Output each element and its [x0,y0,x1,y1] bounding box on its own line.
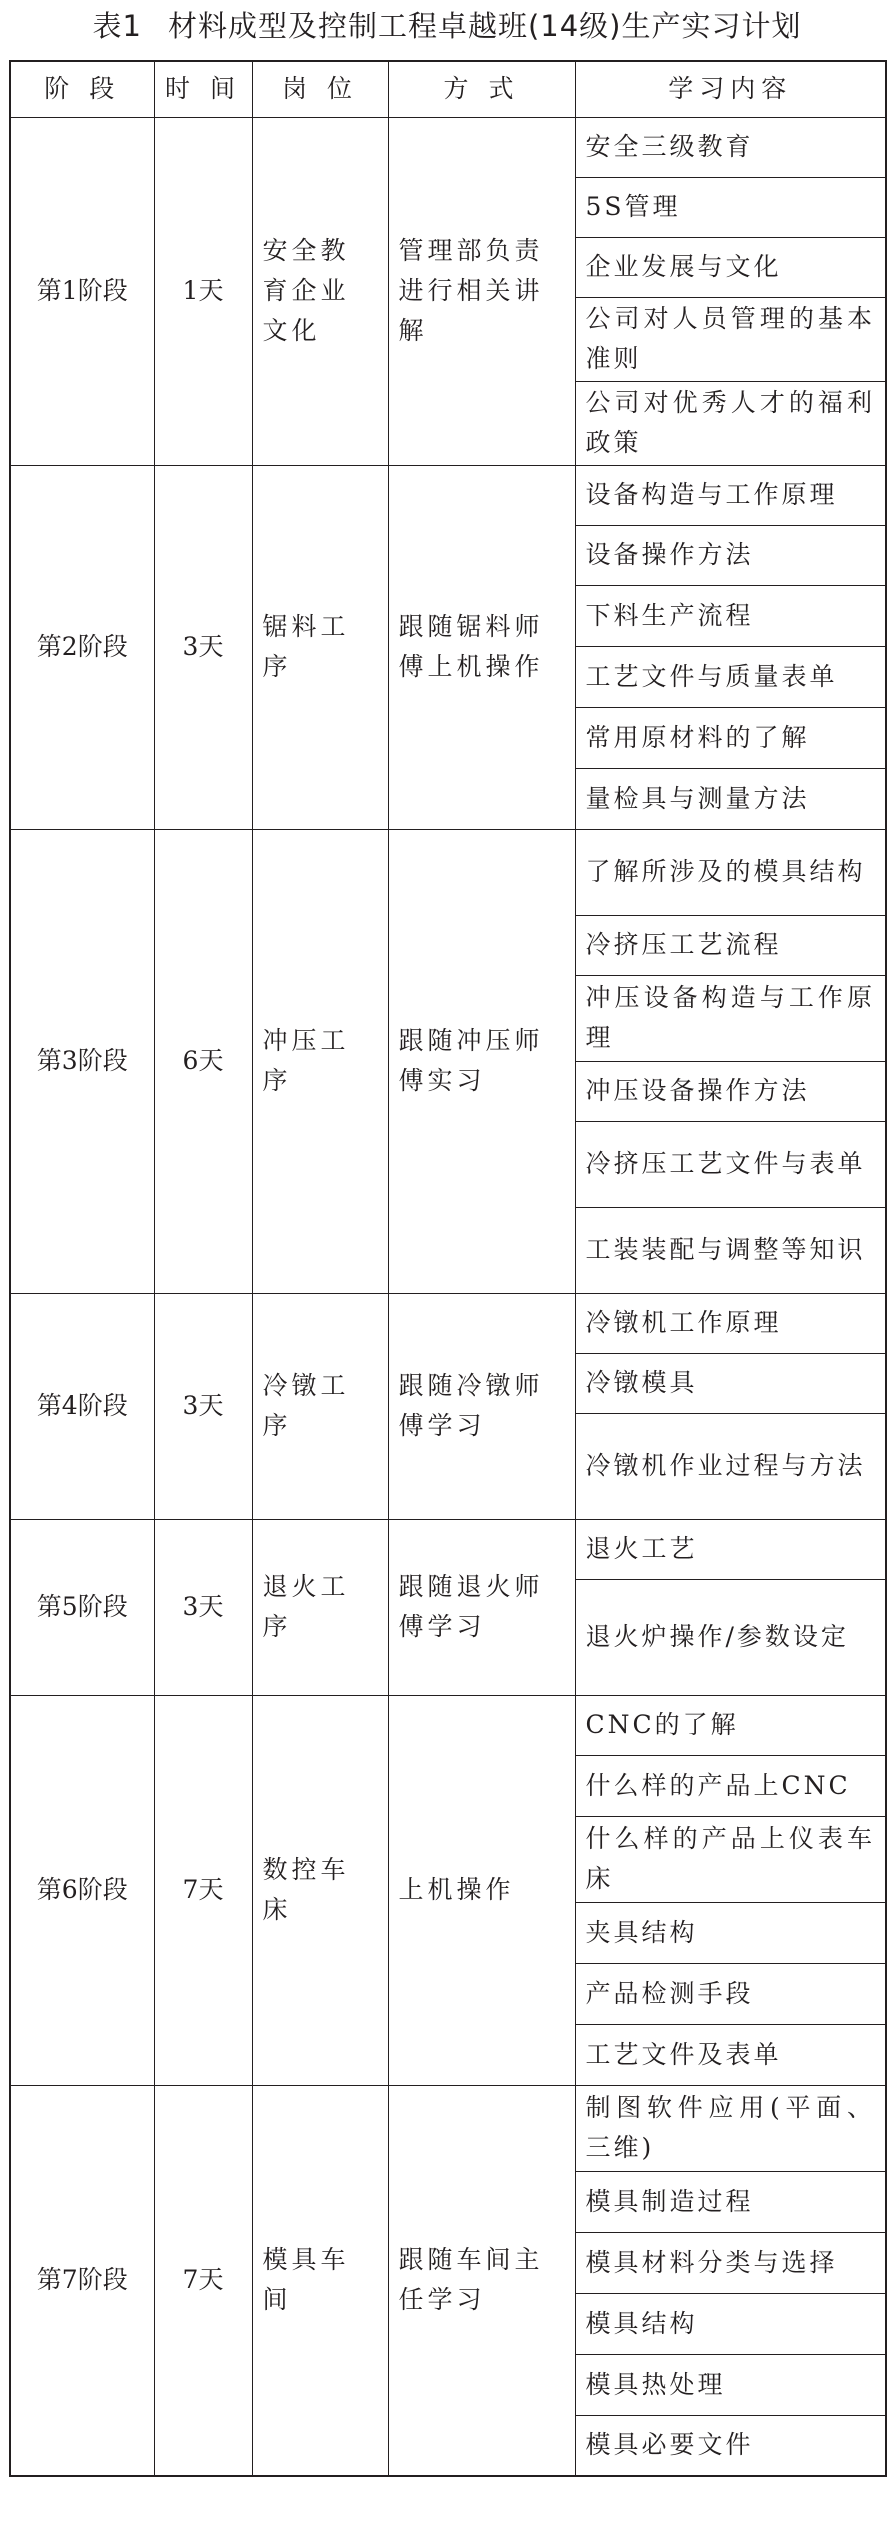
table-caption [0,0,894,52]
content-item-cell: 安全三级教育 [575,117,886,177]
table-row [10,465,886,525]
method-cell: 跟随车间主任学习 [388,2085,575,2476]
content-item-cell: 退火工艺 [575,1519,886,1579]
method-cell: 跟随锯料师傅上机操作 [388,465,575,829]
stage-cell: 第6阶段 [10,1695,154,2085]
content-item-cell: 企业发展与文化 [575,237,886,297]
time-cell: 7天 [154,2085,252,2476]
content-item-cell: 产品检测手段 [575,1963,886,2024]
content-item-cell: 冷镦机作业过程与方法 [575,1413,886,1519]
time-cell: 3天 [154,1519,252,1695]
content-item-cell: 制图软件应用(平面、三维) [575,2085,886,2171]
table-row [10,829,886,915]
header-stage: 阶 段 [10,61,154,117]
stage-cell: 第1阶段 [10,117,154,465]
header-row [10,61,886,117]
content-item-cell: 下料生产流程 [575,585,886,646]
table-title: 材料成型及控制工程卓越班(14级)生产实习计划 [167,9,802,43]
content-item-cell: 冷挤压工艺流程 [575,915,886,975]
table-body [10,117,886,2476]
header-time: 时 间 [154,61,252,117]
table-row [10,117,886,177]
time-cell: 7天 [154,1695,252,2085]
method-cell: 跟随冲压师傅实习 [388,829,575,1293]
stage-cell: 第5阶段 [10,1519,154,1695]
header-method: 方 式 [388,61,575,117]
time-cell: 3天 [154,1293,252,1519]
content-item-cell: 了解所涉及的模具结构 [575,829,886,915]
internship-plan-table [9,60,887,2477]
time-cell: 6天 [154,829,252,1293]
header-post: 岗 位 [252,61,388,117]
content-item-cell: 5S管理 [575,177,886,237]
content-item-cell: 模具材料分类与选择 [575,2232,886,2293]
stage-cell: 第4阶段 [10,1293,154,1519]
method-cell: 跟随冷镦师傅学习 [388,1293,575,1519]
content-item-cell: 设备操作方法 [575,525,886,585]
content-item-cell: 设备构造与工作原理 [575,465,886,525]
content-item-cell: 退火炉操作/参数设定 [575,1579,886,1695]
post-cell: 安全教育企业文化 [252,117,388,465]
post-cell: 冷镦工序 [252,1293,388,1519]
content-item-cell: 冷挤压工艺文件与表单 [575,1121,886,1207]
method-cell: 管理部负责进行相关讲解 [388,117,575,465]
content-item-cell: 公司对人员管理的基本准则 [575,297,886,381]
time-cell: 1天 [154,117,252,465]
table-number: 表1 [92,9,142,43]
stage-cell: 第7阶段 [10,2085,154,2476]
post-cell: 退火工序 [252,1519,388,1695]
post-cell: 冲压工序 [252,829,388,1293]
content-item-cell: 冲压设备操作方法 [575,1061,886,1121]
content-item-cell: 模具热处理 [575,2354,886,2415]
table-row [10,1519,886,1579]
content-item-cell: CNC的了解 [575,1695,886,1755]
content-item-cell: 模具制造过程 [575,2171,886,2232]
method-cell: 跟随退火师傅学习 [388,1519,575,1695]
content-item-cell: 公司对优秀人才的福利政策 [575,381,886,465]
post-cell: 模具车间 [252,2085,388,2476]
content-item-cell: 夹具结构 [575,1902,886,1963]
content-item-cell: 常用原材料的了解 [575,707,886,768]
table-row [10,2085,886,2171]
content-item-cell: 什么样的产品上CNC [575,1755,886,1816]
content-item-cell: 冷镦机工作原理 [575,1293,886,1353]
method-cell: 上机操作 [388,1695,575,2085]
time-cell: 3天 [154,465,252,829]
content-item-cell: 工装装配与调整等知识 [575,1207,886,1293]
content-item-cell: 模具结构 [575,2293,886,2354]
content-item-cell: 什么样的产品上仪表车床 [575,1816,886,1902]
content-item-cell: 模具必要文件 [575,2415,886,2476]
stage-cell: 第2阶段 [10,465,154,829]
post-cell: 锯料工序 [252,465,388,829]
content-item-cell: 冲压设备构造与工作原理 [575,975,886,1061]
content-item-cell: 工艺文件及表单 [575,2024,886,2085]
table-row [10,1695,886,1755]
table-row [10,1293,886,1353]
content-item-cell: 冷镦模具 [575,1353,886,1413]
post-cell: 数控车床 [252,1695,388,2085]
content-item-cell: 工艺文件与质量表单 [575,646,886,707]
header-content: 学习内容 [575,61,886,117]
stage-cell: 第3阶段 [10,829,154,1293]
content-item-cell: 量检具与测量方法 [575,768,886,829]
